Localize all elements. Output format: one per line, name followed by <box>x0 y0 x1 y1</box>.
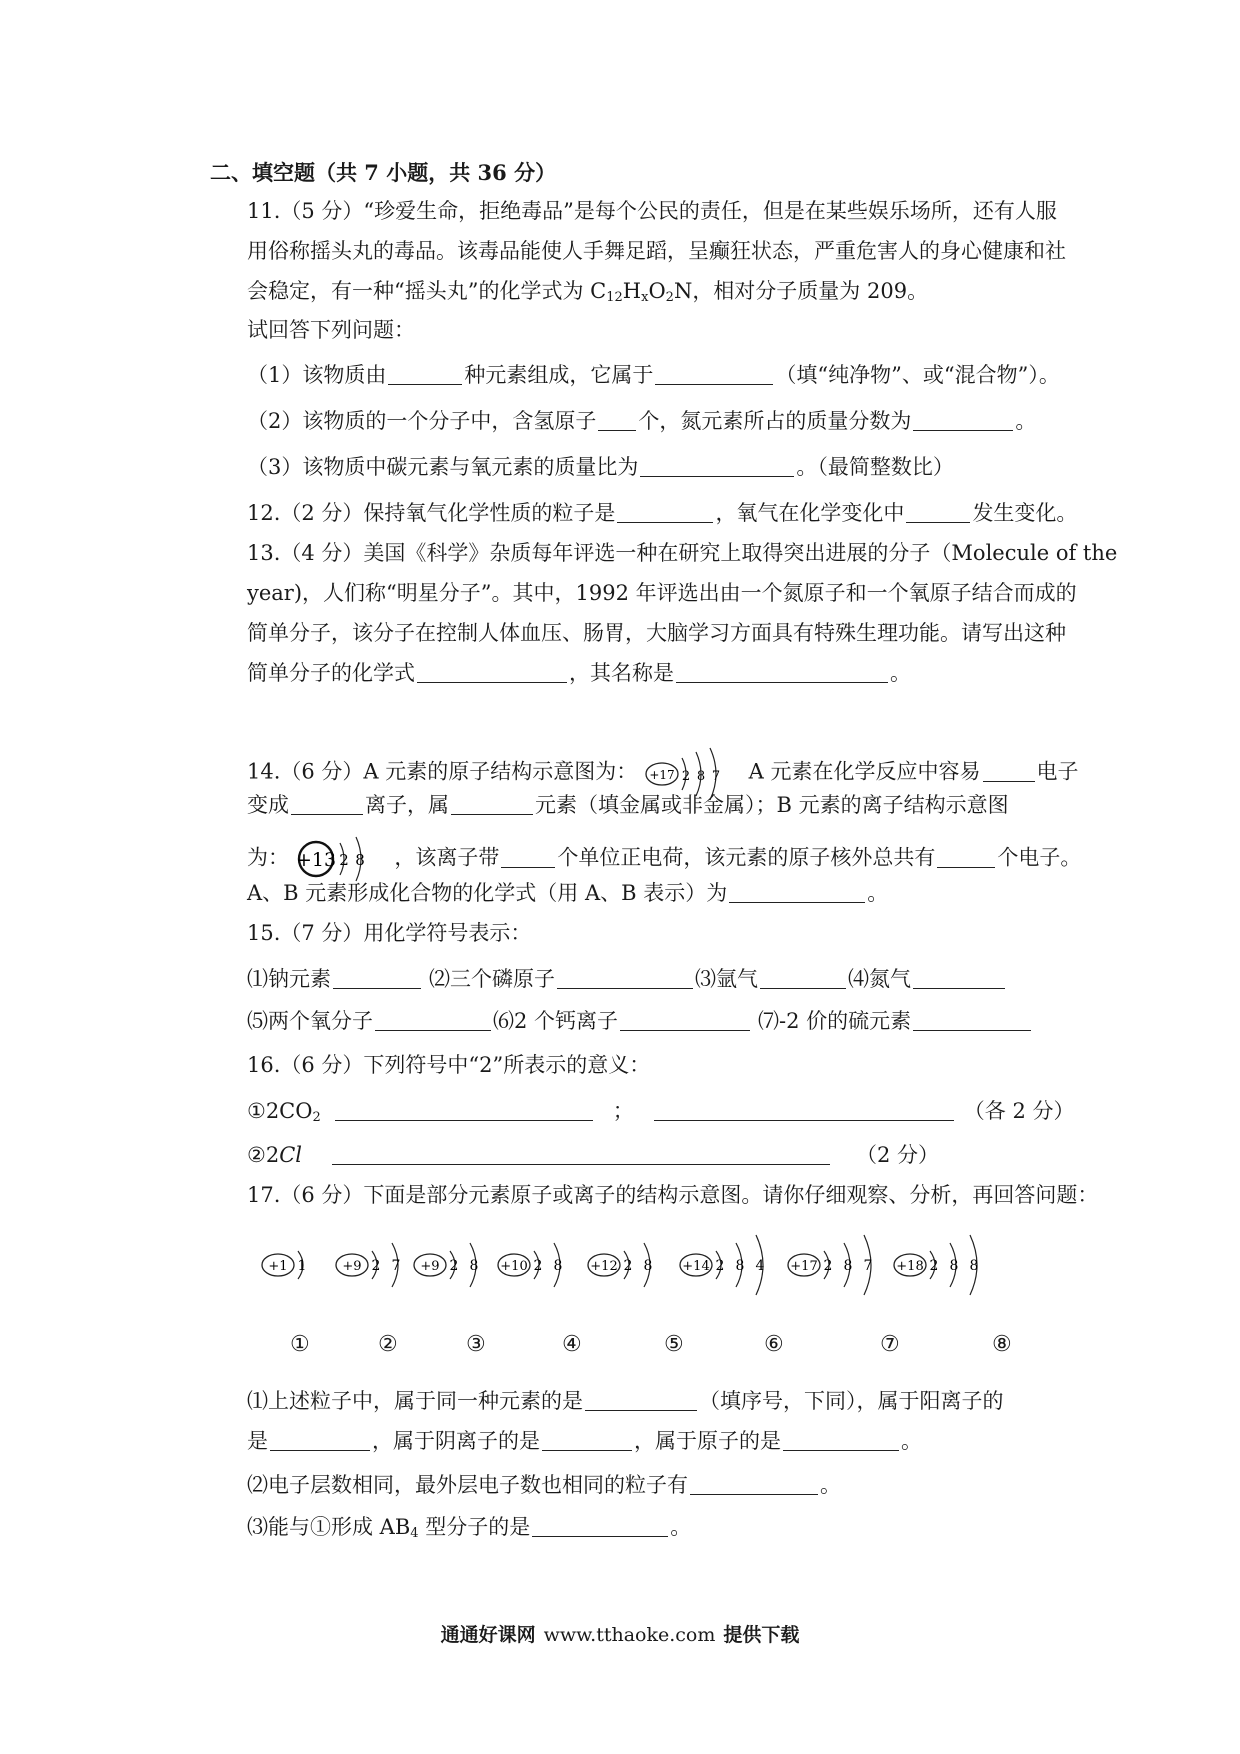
q16-title: 16.（6 分）下列符号中“2”所表示的意义： <box>247 1053 651 1077</box>
q11-line2 <box>247 236 1066 266</box>
q17-diagram-label: ② <box>378 1332 398 1357</box>
q13-blank-2[interactable] <box>676 660 888 683</box>
q14-text-l: 。 <box>867 881 889 905</box>
q17-shell-electrons: 8 <box>969 1258 979 1274</box>
q17-shell-electrons: 8 <box>643 1258 653 1274</box>
q17-shell-electrons: 2 <box>449 1258 459 1274</box>
q17-nucleus-label: +17 <box>790 1259 818 1274</box>
q17-nucleus-label: +12 <box>590 1259 618 1274</box>
q17-structure-diagram <box>260 1220 342 1310</box>
footer-url[interactable]: www.tthaoke.com <box>543 1624 716 1646</box>
q17-p3-text-a: ⑶能与①形成 AB <box>247 1515 411 1539</box>
q17-shell-electrons: 8 <box>949 1258 959 1274</box>
q17-nucleus-label: +1 <box>268 1259 288 1274</box>
q11-formula-h: H <box>622 279 642 303</box>
q15-blank-7[interactable] <box>913 1008 1031 1031</box>
q16-symbol-cl: Cl <box>279 1143 302 1167</box>
q12-text-c: 发生变化。 <box>972 501 1078 525</box>
q17-shell-electrons: 8 <box>735 1258 745 1274</box>
q14-text-h: ，该离子带 <box>394 845 500 870</box>
q15-item-3: ⑶氩气 <box>695 967 758 991</box>
q17-p1-text-d: ，属于阴离子的是 <box>372 1429 540 1453</box>
q15-blank-4[interactable] <box>913 966 1005 989</box>
q17-p2-text-a: ⑵电子层数相同，最外层电子数也相同的粒子有 <box>247 1473 688 1497</box>
q11-p1-text-c: （填“纯净物”、或“混合物”）。 <box>775 363 1060 387</box>
q16-blank-1[interactable] <box>335 1098 593 1121</box>
q17-diagram-label: ⑤ <box>664 1332 684 1357</box>
q17-shell-electrons: 7 <box>391 1258 401 1274</box>
q14-blank-4[interactable] <box>501 845 555 868</box>
q15-item-5: ⑸两个氧分子 <box>247 1009 373 1033</box>
q17-p2-text-b: 。 <box>820 1473 841 1497</box>
q17-shell-electrons: 2 <box>823 1258 833 1274</box>
q14-line2 <box>247 790 1009 820</box>
q14-text-i: 个单位正电荷，该元素的原子核外总共有 <box>557 845 936 870</box>
q16-score-1: （各 2 分） <box>963 1099 1075 1123</box>
q17-part1-line2 <box>247 1426 922 1456</box>
q11-line3 <box>247 276 928 313</box>
q14-text-g: 为： <box>247 845 289 870</box>
q17-part1-line1 <box>247 1386 1004 1416</box>
q15-blank-5[interactable] <box>375 1008 491 1031</box>
q17-nucleus-label: +9 <box>342 1259 362 1274</box>
q16-symbol-2co2: ①2CO <box>247 1099 313 1123</box>
q12-blank-1[interactable] <box>617 500 713 523</box>
q14-text-f: 元素（填金属或非金属）；B 元素的离子结构示意图 <box>535 793 1009 817</box>
q14-text-a: 14.（6 分）A 元素的原子结构示意图为： <box>247 759 638 784</box>
q11-p2-text-a: （2）该物质的一个分子中，含氢原子 <box>247 409 597 433</box>
q17-shell-electrons: 1 <box>297 1258 307 1274</box>
q15-row1 <box>247 964 1007 994</box>
q17-p3-text-c: 。 <box>670 1515 692 1539</box>
q17-part3 <box>247 1512 691 1549</box>
q15-blank-2[interactable] <box>557 966 693 989</box>
q14-a-shell-3: 7 <box>711 769 721 784</box>
q16-score-2: （2 分） <box>855 1143 940 1167</box>
q15-blank-3[interactable] <box>760 966 846 989</box>
q11-text-1: 11.（5 分）“珍爱生命，拒绝毒品”是每个公民的责任，但是在某些娱乐场所，还有人服 <box>247 199 1057 223</box>
q17-blank-6[interactable] <box>532 1514 668 1537</box>
q14-text-j: 个电子。 <box>997 845 1082 870</box>
q11-sub-2: 2 <box>665 290 674 305</box>
q11-text-2: 用俗称摇头丸的毒品。该毒品能使人手舞足蹈，呈癫狂状态，严重危害人的身心健康和社 <box>247 239 1066 263</box>
q11-p2-blank-1[interactable] <box>598 408 636 431</box>
q15-item-7: ⑺-2 价的硫元素 <box>758 1009 912 1033</box>
q11-p3-text-b: 。（最简整数比） <box>796 455 954 479</box>
q13-text-a: 简单分子的化学式 <box>247 661 415 685</box>
q17-shell-electrons: 8 <box>469 1258 479 1274</box>
q15-item-6: ⑹2 个钙离子 <box>493 1009 619 1033</box>
q16-row1 <box>247 1096 1074 1133</box>
q17-diagram-label: ⑦ <box>880 1332 900 1357</box>
q13-text-c: 。 <box>890 661 911 685</box>
q14-blank-5[interactable] <box>937 845 995 868</box>
q17-shell-electrons: 2 <box>715 1258 725 1274</box>
section-title: 二、填空题（共 7 小题，共 36 分） <box>210 160 557 185</box>
q17-p1-text-b: （填序号，下同），属于阳离子的 <box>699 1389 1004 1413</box>
q11-line1 <box>247 196 1057 226</box>
q17-shell-electrons: 2 <box>623 1258 633 1274</box>
q15-item-4: ⑷氮气 <box>848 967 911 991</box>
q17-shell-electrons: 8 <box>843 1258 853 1274</box>
q13-line1: 13.（4 分）美国《科学》杂质每年评选一种在研究上取得突出进展的分子（Molecule of the <box>247 541 1118 565</box>
q14-blank-2[interactable] <box>291 792 363 815</box>
q11-part2 <box>247 406 1036 436</box>
footer-download-text: 提供下载 <box>723 1624 800 1646</box>
q11-sub-x: x <box>641 290 649 305</box>
q11-p3-text-a: （3）该物质中碳元素与氧元素的质量比为 <box>247 455 639 479</box>
q13-blank-1[interactable] <box>417 660 567 683</box>
q14-text-c: 电子 <box>1036 759 1079 784</box>
q17-blank-2[interactable] <box>270 1428 370 1451</box>
q17-p1-text-c: 是 <box>247 1429 268 1453</box>
q17-diagram-label: ① <box>290 1332 310 1357</box>
q17-structure-diagram <box>586 1220 690 1310</box>
q17-shell-electrons: 7 <box>863 1258 873 1274</box>
q11-part1 <box>247 360 1060 390</box>
q11-formula-n: N，相对分子质量为 209。 <box>673 279 929 303</box>
q14-blank-6[interactable] <box>729 880 865 903</box>
q15-blank-1[interactable] <box>333 966 421 989</box>
q17-blank-3[interactable] <box>542 1428 632 1451</box>
q14-b-shell-2: 8 <box>354 851 365 869</box>
q13-line2: year)，人们称“明星分子”。其中，1992 年评选出由一个氮原子和一个氧原子结合而成的 <box>247 581 1077 605</box>
q17-shell-electrons: 2 <box>533 1258 543 1274</box>
q14-text-b: A 元素在化学反应中容易 <box>748 759 981 784</box>
q14-line4 <box>247 878 888 908</box>
q14-blank-3[interactable] <box>451 792 533 815</box>
q13-line3: 简单分子，该分子在控制人体血压、肠胃，大脑学习方面具有特殊生理功能。请写出这种 <box>247 621 1066 645</box>
q17-part2 <box>247 1470 841 1500</box>
q13-text-b: ，其名称是 <box>569 661 674 685</box>
q17-blank-1[interactable] <box>585 1388 697 1411</box>
q17-shell-electrons: 2 <box>929 1258 939 1274</box>
q12-text-b: ，氧气在化学变化中 <box>715 501 905 525</box>
q11-p2-text-c: 。 <box>1015 409 1037 433</box>
q17-nucleus-label: +14 <box>682 1259 710 1274</box>
q17-title: 17.（6 分）下面是部分元素原子或离子的结构示意图。请你仔细观察、分析，再回答问题： <box>247 1183 1099 1207</box>
q17-shell-electrons: 4 <box>755 1258 765 1274</box>
footer <box>0 1620 1240 1647</box>
q15-item-1: ⑴钠元素 <box>247 967 331 991</box>
q14-text-e: 离子，属 <box>365 793 449 817</box>
q17-diagram-label: ③ <box>466 1332 486 1357</box>
q11-p1-blank-2[interactable] <box>655 362 773 385</box>
q13-line4 <box>247 658 911 688</box>
q11-p1-text-b: 种元素组成，它属于 <box>464 363 654 387</box>
q14-a-shell-1: 2 <box>681 769 691 784</box>
q14-blank-1[interactable] <box>983 759 1035 782</box>
q15-item-2: ⑵三个磷原子 <box>429 967 555 991</box>
q17-p3-text-b: 型分子的是 <box>418 1515 531 1539</box>
q12 <box>247 498 1077 528</box>
q11-p1-blank-1[interactable] <box>388 362 462 385</box>
q17-structure-diagram <box>496 1220 600 1310</box>
q11-formula-a: 会稳定，有一种“摇头丸”的化学式为 C <box>247 279 607 303</box>
q17-shell-electrons: 2 <box>371 1258 381 1274</box>
q12-text-a: 12.（2 分）保持氧气化学性质的粒子是 <box>247 501 616 525</box>
q17-p3-sub: 4 <box>410 1526 419 1541</box>
q16-symbol-2: ②2 <box>247 1143 280 1167</box>
q17-nucleus-label: +10 <box>500 1259 528 1274</box>
q16-separator: ； <box>612 1099 634 1123</box>
q11-p3-blank[interactable] <box>640 454 794 477</box>
q15-row2 <box>247 1006 1033 1036</box>
q11-sub-12: 12 <box>606 290 623 305</box>
q15-title: 15.（7 分）用化学符号表示： <box>247 921 532 945</box>
q11-formula-o: O <box>648 279 666 303</box>
q14-b-shell-1: 2 <box>338 851 349 869</box>
q14-text-d: 变成 <box>247 793 289 817</box>
q15-blank-6[interactable] <box>620 1008 750 1031</box>
q14-text-k: A、B 元素形成化合物的化学式（用 A、B 表示）为 <box>247 881 728 905</box>
q11-p2-text-b: 个，氮元素所占的质量分数为 <box>638 409 912 433</box>
q17-blank-5[interactable] <box>690 1472 818 1495</box>
q17-diagram-label: ⑥ <box>764 1332 784 1357</box>
q11-part3 <box>247 452 954 482</box>
q14-a-nucleus-label: +17 <box>649 768 675 782</box>
q17-nucleus-label: +9 <box>420 1259 440 1274</box>
q17-structure-diagram <box>892 1220 1018 1310</box>
q17-blank-4[interactable] <box>783 1428 899 1451</box>
q17-p1-text-e: ，属于原子的是 <box>634 1429 781 1453</box>
q17-p1-text-a: ⑴上述粒子中，属于同一种元素的是 <box>247 1389 583 1413</box>
q16-sub-2: 2 <box>312 1110 321 1125</box>
q16-row2 <box>247 1140 939 1170</box>
q12-blank-2[interactable] <box>906 500 970 523</box>
q11-prompt: 试回答下列问题： <box>247 318 415 342</box>
q17-diagram-label: ④ <box>562 1332 582 1357</box>
q16-blank-2[interactable] <box>654 1098 954 1121</box>
footer-site-name: 通通好课网 <box>440 1624 536 1646</box>
q11-p1-text-a: （1）该物质由 <box>247 363 387 387</box>
q16-blank-3[interactable] <box>332 1142 830 1165</box>
q17-nucleus-label: +18 <box>896 1259 924 1274</box>
q17-shell-electrons: 8 <box>553 1258 563 1274</box>
q14-a-shell-2: 8 <box>696 769 706 784</box>
q11-p2-blank-2[interactable] <box>913 408 1013 431</box>
q17-diagram-label: ⑧ <box>992 1332 1012 1357</box>
q17-p1-text-f: 。 <box>901 1429 922 1453</box>
q14-b-nucleus-label: +13 <box>295 849 336 871</box>
